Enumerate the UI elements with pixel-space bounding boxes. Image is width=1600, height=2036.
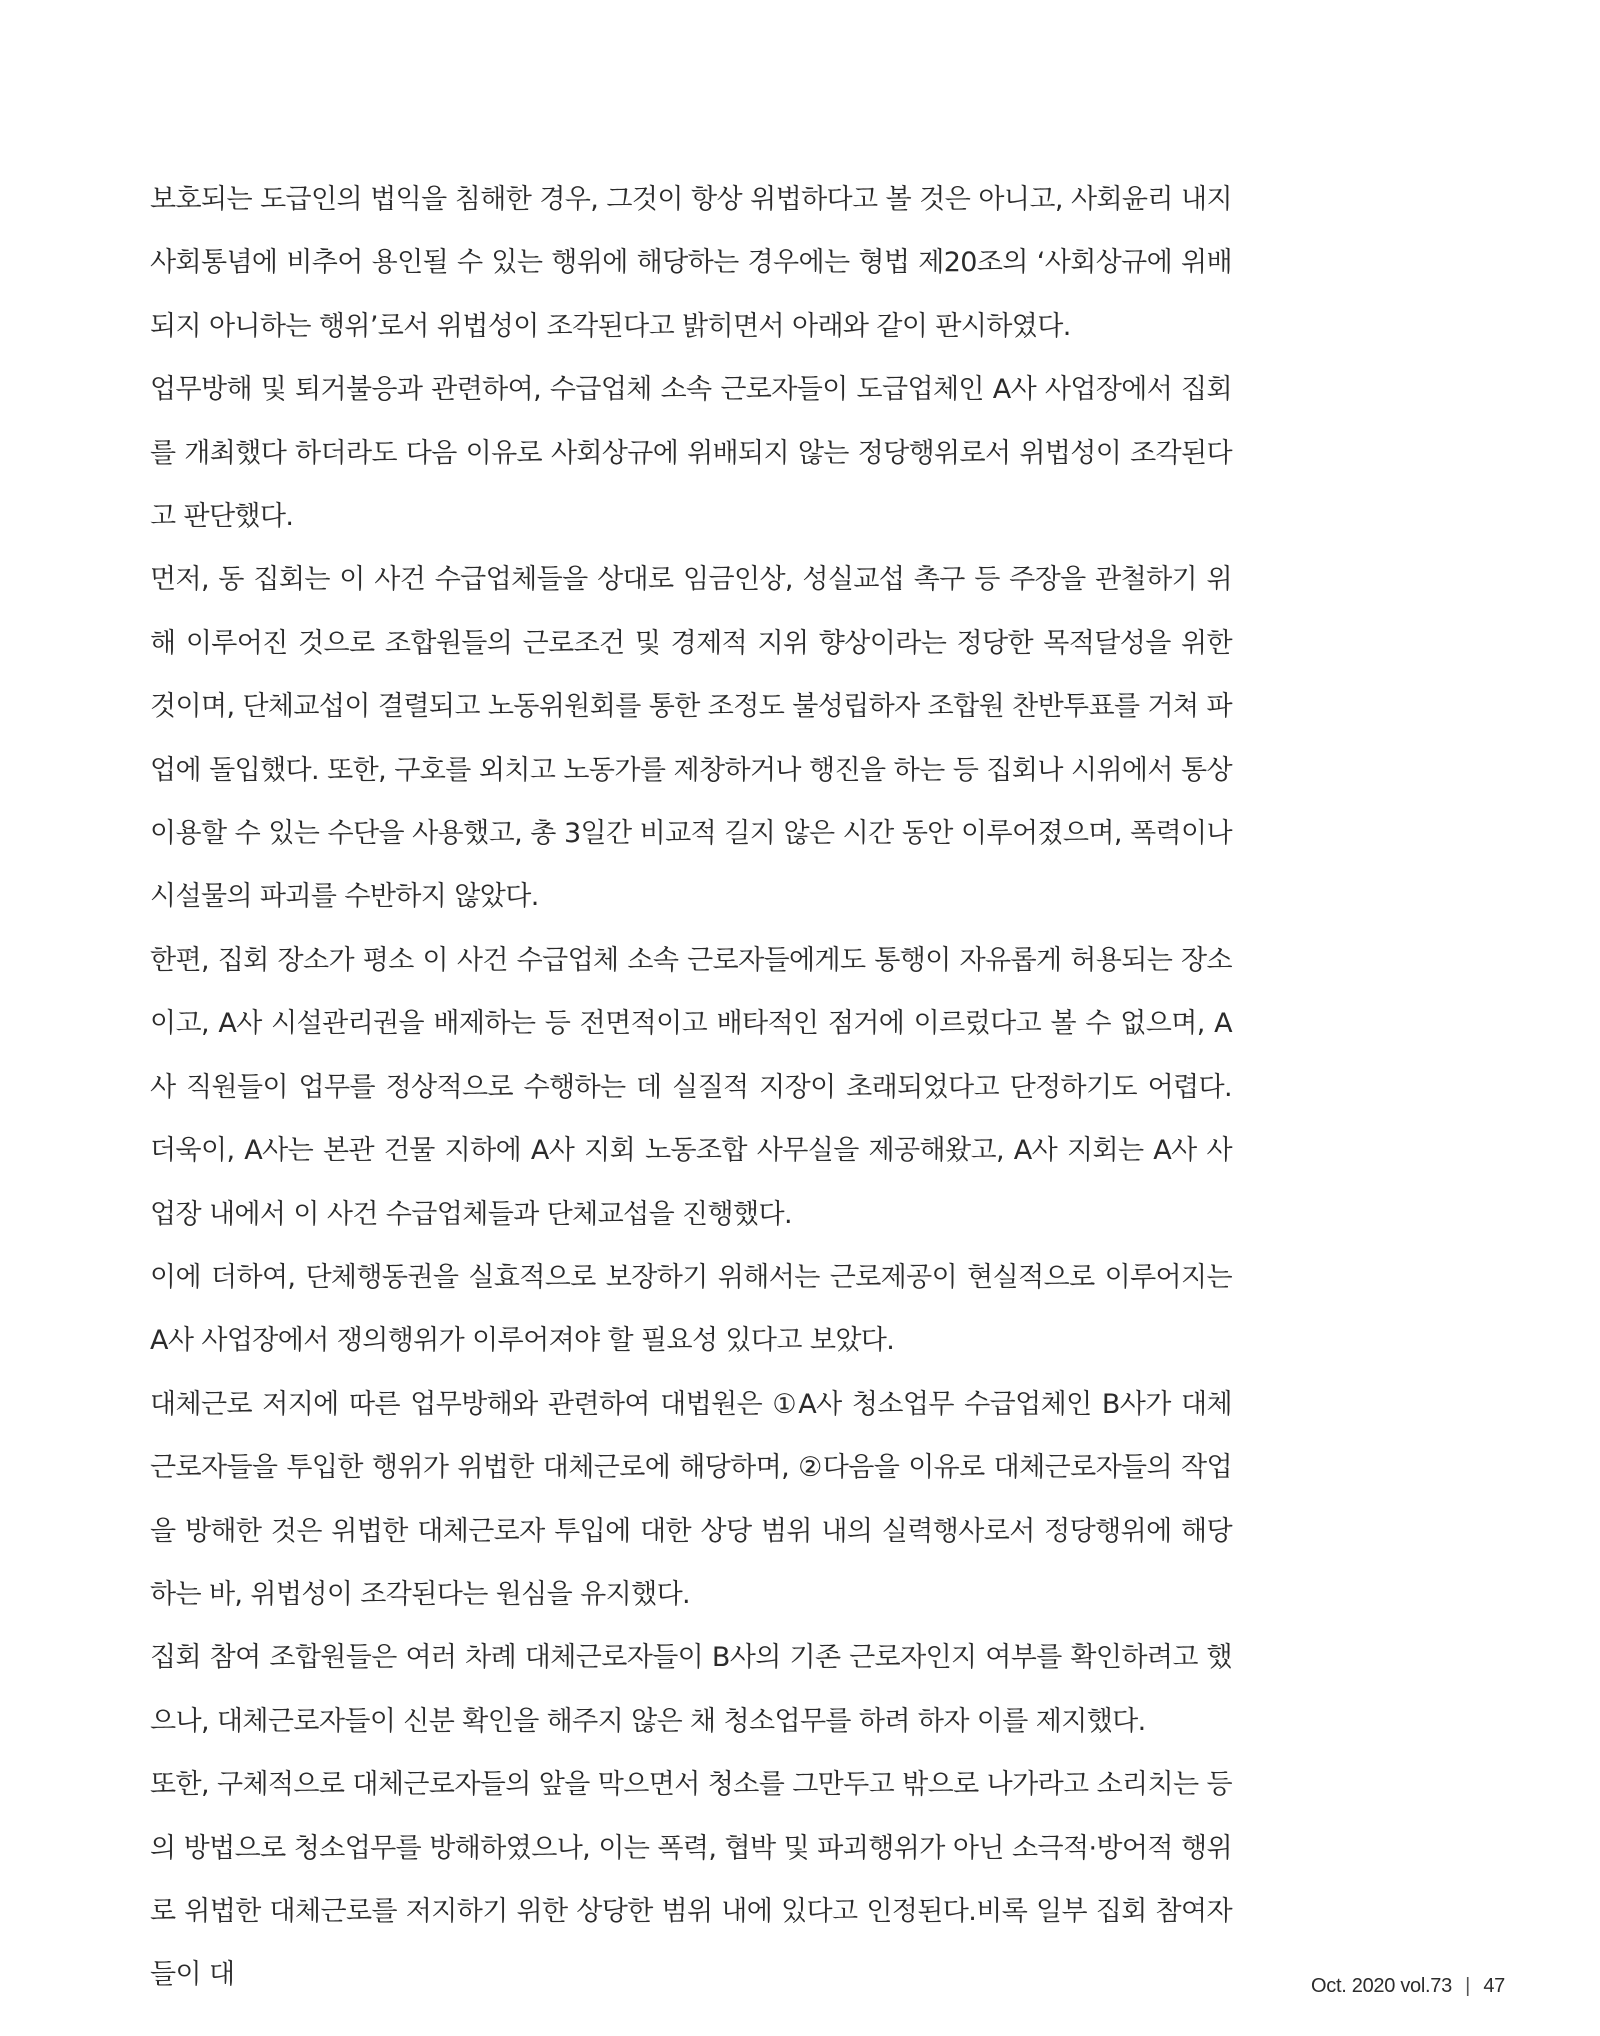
paragraph-7: 집회 참여 조합원들은 여러 차례 대체근로자들이 B사의 기존 근로자인지 여부를 확인하려고 했으나, 대체근로자들이 신분 확인을 해주지 않은 채 청소업무를 하려 하자 이를 제지했다.: [150, 1642, 1232, 1737]
paragraph-5: 이에 더하여, 단체행동권을 실효적으로 보장하기 위해서는 근로제공이 현실적으로 이루어지는 A사 사업장에서 쟁의행위가 이루어져야 할 필요성 있다고 보았다.: [150, 1261, 1232, 1357]
paragraph-3: 먼저, 동 집회는 이 사건 수급업체들을 상대로 임금인상, 성실교섭 촉구 등 주장을 관철하기 위해 이루어진 것으로 조합원들의 근로조건 및 경제적 지위 향상이라는 정당한 목적달성을 위한 것이며, 단체교섭이 결렬되고 노동위원회를 통한 조정도 불성립하자 조합원 찬반투표를 거쳐 파업에 돌입했다. 또한, 구호를 외치고 노동가를 제창하거나 행진을 하는 등 집회나 시위에서 통상 이용할 수 있는 수단을 사용했고, 총 3일간 비교적 길지 않은 시간 동안 이루어졌으며, 폭력이나 시설물의 파괴를 수반하지 않았다.: [150, 564, 1232, 913]
issue-label: Oct. 2020 vol.73: [1311, 1975, 1452, 1997]
page-number: 47: [1483, 1975, 1505, 1997]
paragraph-6: 대체근로 저지에 따른 업무방해와 관련하여 대법원은 ①A사 청소업무 수급업체인 B사가 대체근로자들을 투입한 행위가 위법한 대체근로에 해당하며, ②다음을 이유로 대체근로자들의 작업을 방해한 것은 위법한 대체근로자 투입에 대한 상당 범위 내의 실력행사로서 정당행위에 해당하는 바, 위법성이 조각된다는 원심을 유지했다.: [150, 1388, 1232, 1610]
article-body: [150, 168, 1232, 2007]
page-footer: [1311, 1975, 1505, 1998]
paragraph-4: 한편, 집회 장소가 평소 이 사건 수급업체 소속 근로자들에게도 통행이 자유롭게 허용되는 장소이고, A사 시설관리권을 배제하는 등 전면적이고 배타적인 점거에 이르렀다고 볼 수 없으며, A사 직원들이 업무를 정상적으로 수행하는 데 실질적 지장이 초래되었다고 단정하기도 어렵다. 더욱이, A사는 본관 건물 지하에 A사 지회 노동조합 사무실을 제공해왔고, A사 지회는 A사 사업장 내에서 이 사건 수급업체들과 단체교섭을 진행했다.: [150, 944, 1232, 1230]
footer-separator: |: [1465, 1975, 1471, 1997]
paragraph-8: 또한, 구체적으로 대체근로자들의 앞을 막으면서 청소를 그만두고 밖으로 나가라고 소리치는 등의 방법으로 청소업무를 방해하였으나, 이는 폭력, 협박 및 파괴행위가 아닌 소극적·방어적 행위로 위법한 대체근로를 저지하기 위한 상당한 범위 내에 있다고 인정된다.비록 일부 집회 참여자들이 대: [150, 1769, 1232, 1991]
paragraph-2: 업무방해 및 퇴거불응과 관련하여, 수급업체 소속 근로자들이 도급업체인 A사 사업장에서 집회를 개최했다 하더라도 다음 이유로 사회상규에 위배되지 않는 정당행위로서 위법성이 조각된다고 판단했다.: [150, 374, 1232, 533]
paragraph-1: 보호되는 도급인의 법익을 침해한 경우, 그것이 항상 위법하다고 볼 것은 아니고, 사회윤리 내지 사회통념에 비추어 용인될 수 있는 행위에 해당하는 경우에는 형법 제20조의 ‘사회상규에 위배되지 아니하는 행위’로서 위법성이 조각된다고 밝히면서 아래와 같이 판시하였다.: [150, 184, 1232, 342]
